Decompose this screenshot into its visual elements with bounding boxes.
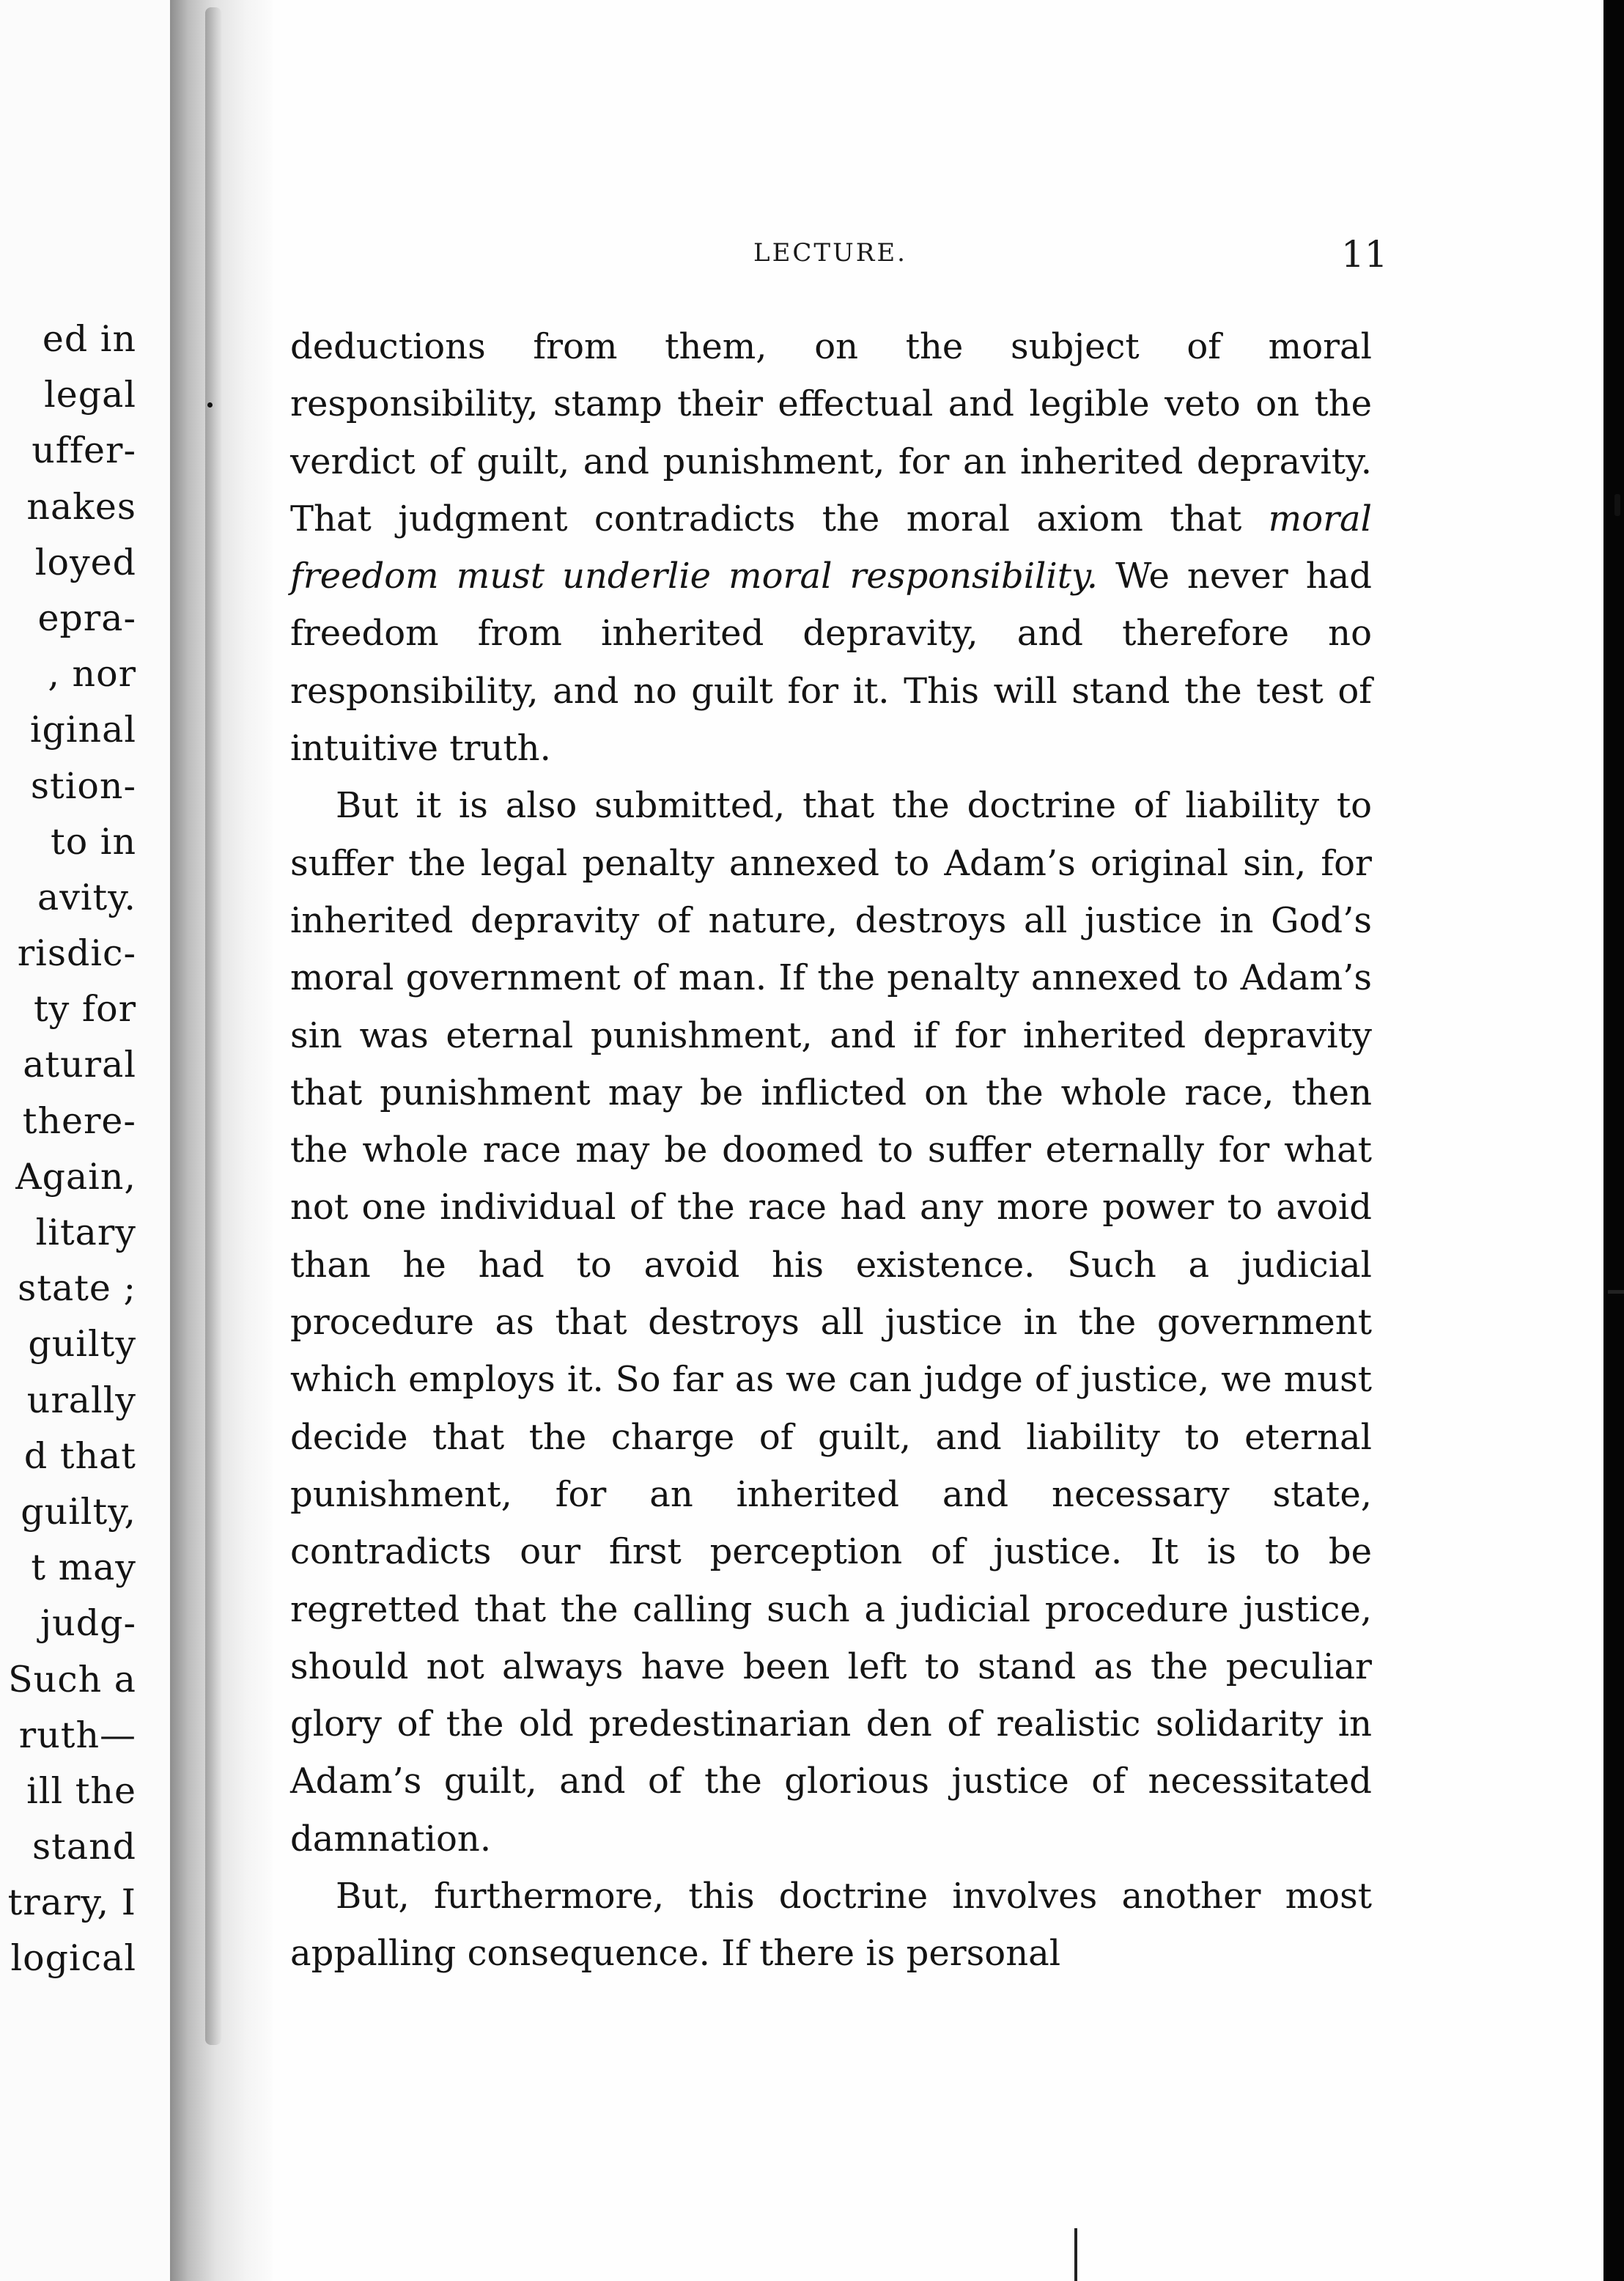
left-page-text-fragments <box>8 312 136 1987</box>
paragraph: But it is also submitted, that the doctrine of liability to suffer the legal penalty annexed to Adam’s original sin, for inherited depravity of nature, destroys all justice in God’s moral government of man. If the penalty annexed to Adam’s sin was eternal punishment, and if for inherited depravity that punishment may be inflicted on the whole race, then the whole race may be doomed to suffer eternally for what not one individual of the race had any more power to avoid than he had to avoid his existence. Such a judicial procedure as that destroys all justice in the government which employs it. So far as we can judge of justice, we must decide that the charge of guilt, and liability to eternal punishment, for an inherited and necessary state, contradicts our first perception of justice. It is to be regretted that the calling such a judicial procedure justice, should not always have been left to stand as the peculiar glory of the old predestinarian den of realistic solidarity in Adam’s guilt, and of the glorious justice of necessitated damnation. <box>290 785 1372 1860</box>
left-line: to in <box>51 820 136 863</box>
gutter-fold-line <box>205 7 221 2045</box>
italic-phrase: moral freedom must underlie moral responsibility. <box>290 498 1372 597</box>
left-line: trary, I <box>7 1882 136 1924</box>
left-line: ty for <box>33 988 136 1031</box>
scan-edge-mark <box>1608 1290 1624 1294</box>
left-line: ill the <box>26 1769 136 1812</box>
left-line: state ; <box>18 1267 136 1310</box>
left-line: loyed <box>34 541 136 583</box>
left-page <box>0 0 170 2281</box>
page-number: 11 <box>1341 233 1388 276</box>
paragraph-text: deductions from them, on the subject of moral responsibility, stamp their effectual and legible veto on the verdict of guilt, and punishment, for an inherited depravity. That judgment contradicts the moral axiom that <box>290 326 1372 539</box>
left-line: stion- <box>30 764 136 807</box>
left-line: legal <box>44 374 136 416</box>
left-line: there- <box>22 1099 136 1142</box>
running-head: LECTURE. <box>753 238 907 268</box>
left-line: d that <box>23 1434 136 1477</box>
scan-right-edge <box>1603 0 1624 2281</box>
paragraph-continued <box>290 318 1372 777</box>
paragraph: But, furthermore, this doctrine involves another most appalling consequence. If there is personal <box>290 1876 1372 1975</box>
scan-speck <box>207 402 213 408</box>
left-line: stand <box>32 1826 136 1868</box>
left-line: uffer- <box>32 430 136 472</box>
left-line: t may <box>31 1547 136 1589</box>
left-line: nakes <box>26 485 136 528</box>
left-line: ed in <box>42 318 136 360</box>
left-line: , nor <box>48 653 136 696</box>
left-line: epra- <box>37 597 136 639</box>
paragraph-text: We never had freedom from inherited depravity, and therefore no responsibility, and no guilt for it. This will stand the test of intuitive truth. <box>290 556 1372 770</box>
left-line: urally <box>26 1379 136 1421</box>
left-line: iginal <box>29 709 136 751</box>
book-gutter-shadow <box>170 0 273 2281</box>
left-line: Again, <box>15 1155 136 1198</box>
left-line: ruth— <box>18 1714 136 1756</box>
scan-speck <box>1614 494 1620 516</box>
left-line: litary <box>35 1212 136 1253</box>
left-line: Such a <box>8 1658 136 1700</box>
scan-edge-mark <box>1074 2228 1077 2281</box>
left-line: judg- <box>40 1602 136 1645</box>
left-line: risdic- <box>17 932 136 975</box>
left-line: guilty, <box>21 1490 136 1533</box>
left-line: guilty <box>28 1323 136 1366</box>
left-line: atural <box>23 1044 136 1086</box>
left-line: logical <box>10 1937 136 1980</box>
page-body <box>290 318 1372 1983</box>
left-line: avity. <box>37 876 136 918</box>
